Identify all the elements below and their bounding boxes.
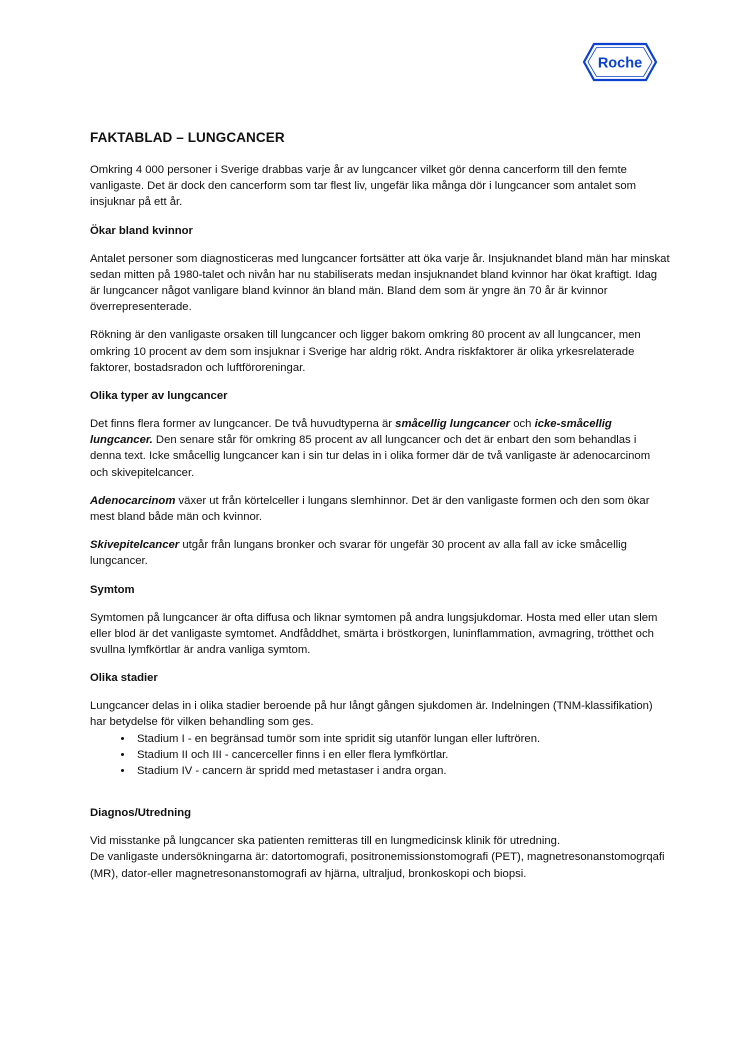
section-heading-symptoms: Symtom — [90, 583, 135, 596]
term-skivepitelcancer: Skivepitelcancer — [90, 539, 180, 552]
list-item: • Stadium I - en begränsad tumör som inte spridit sig utanför lungan eller luftrören. — [134, 731, 670, 747]
term-non-small-cell: icke-småcellig lungcancer. — [90, 418, 612, 447]
list-item: • Stadium II och III - cancerceller finns i en eller flera lymfkörtlar. — [134, 747, 670, 763]
document-title: FAKTABLAD – LUNGCANCER — [90, 130, 285, 145]
diagnosis-paragraph-2: De vanligaste undersökningarna är: datortomografi, positronemissionstomografi (PET), magnetresonanstomogrqafi (MR), dator-eller magnetresonanstomografi av hjärna, ultraljud, bronkoskopi och biopsi. — [90, 851, 665, 880]
stages-list — [90, 731, 670, 780]
women-paragraph-1: Antalet personer som diagnosticeras med lungcancer fortsätter att öka varje år. Insjuknandet bland män har minskat sedan mitten på 1980-talet och nivån har nu stabiliserats medan insjuknandet bland kvinnor har ökat kraftigt. Idag är lungcancer något vanligare bland kvinnor än bland män. Bland dem som är yngre än 70 år är kvinnor överrepresenterade. — [90, 252, 670, 314]
section-heading-women: Ökar bland kvinnor — [90, 224, 193, 237]
types-paragraph-1: Det finns flera former av lungcancer. De två huvudtyperna är småcellig lungcancer och icke-småcellig lungcancer. Den senare står för omkring 85 procent av all lungcancer och det är enbart den som behandlas i denna text. Icke småcellig lungcancer kan i sin tur delas in i olika former där de två vanligaste är adenocarcinom och skivepitelcancer. — [90, 418, 651, 479]
logo-text: Roche — [597, 55, 643, 72]
types-paragraph-skivepitel: Skivepitelcancer utgår från lungans bronker och svarar för ungefär 30 procent av alla fall av icke småcellig lungcancer. — [90, 539, 627, 568]
symptoms-paragraph: Symtomen på lungcancer är ofta diffusa och liknar symtomen på andra lungsjukdomar. Hosta med eller utan slem eller blod är det vanligaste symtomet. Andfåddhet, smärta i bröstkorgen, luninflammation, avmagring, trötthet och svullna lymfkörtlar är andra vanliga symtom. — [90, 611, 658, 657]
term-small-cell: småcellig lungcancer — [395, 418, 511, 431]
section-heading-types: Olika typer av lungcancer — [90, 390, 228, 403]
section-heading-diagnosis: Diagnos/Utredning — [90, 807, 192, 820]
roche-logo — [582, 42, 658, 82]
term-adenocarcinom: Adenocarcinom — [90, 494, 176, 507]
women-paragraph-2: Rökning är den vanligaste orsaken till lungcancer och ligger bakom omkring 80 procent av all lungcancer, men omkring 10 procent av dem som insjuknar i Sverige har aldrig rökt. Andra riskfaktorer är olika yrkesrelaterade faktorer, bostadsradon och luftföroreningar. — [90, 329, 641, 374]
list-item: • Stadium IV - cancern är spridd med metastaser i andra organ. — [134, 763, 670, 779]
document-body — [90, 130, 670, 894]
intro-paragraph: Omkring 4 000 personer i Sverige drabbas varje år av lungcancer vilket gör denna cancerform till den femte vanligaste. Det är dock den cancerform som tar flest liv, ungefär lika många dör i lungcancer som antalet som insjuknar på ett år. — [90, 164, 637, 209]
diagnosis-paragraph-1: Vid misstanke på lungcancer ska patienten remitteras till en lungmedicinsk klinik för utredning. — [90, 835, 561, 848]
stages-paragraph: Lungcancer delas in i olika stadier beroende på hur långt gången sjukdomen är. Indelningen (TNM-klassifikation) har betydelse för vilken behandling som ges. — [90, 700, 653, 729]
types-paragraph-adenocarcinom: Adenocarcinom växer ut från körtelceller i lungans slemhinnor. Det är den vanligaste formen och den som ökar mest bland både män och kvinnor. — [90, 494, 650, 524]
section-heading-stages: Olika stadier — [90, 672, 158, 685]
